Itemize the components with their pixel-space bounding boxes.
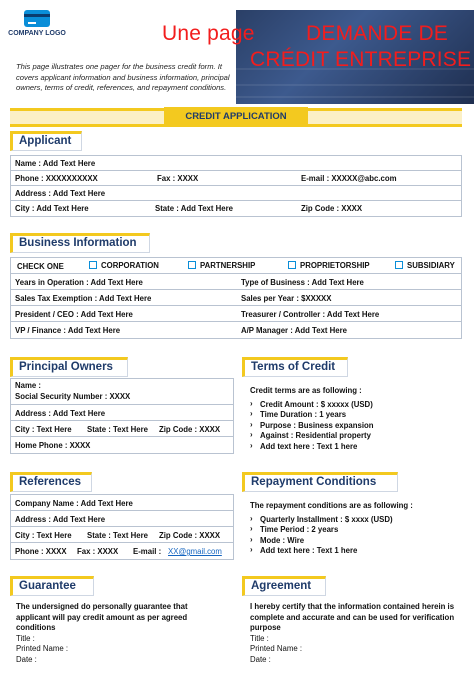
repayment-intro: The repayment conditions are as following : <box>250 501 413 510</box>
applicant-state[interactable]: State : Add Text Here <box>155 204 233 213</box>
terms-heading: Terms of Credit <box>242 357 348 377</box>
applicant-city[interactable]: City : Add Text Here <box>15 204 89 213</box>
table-row <box>11 543 233 559</box>
credit-card-icon <box>24 10 50 27</box>
applicant-address[interactable]: Address : Add Text Here <box>15 189 106 198</box>
option-corporation[interactable]: CORPORATION <box>89 261 159 270</box>
table-row <box>11 186 461 201</box>
owner-address[interactable]: Address : Add Text Here <box>15 409 106 418</box>
option-subsidiary[interactable]: SUBSIDIARY <box>395 261 455 270</box>
repayment-content <box>250 501 462 557</box>
table-row <box>11 171 461 186</box>
checkbox-icon[interactable] <box>89 261 97 269</box>
table-row <box>11 527 233 543</box>
agreement-title-field[interactable]: Title : <box>250 633 269 643</box>
business-table <box>10 257 462 339</box>
owner-home-phone[interactable]: Home Phone : XXXX <box>15 441 91 450</box>
owner-state[interactable]: State : Text Here <box>87 425 148 434</box>
agreement-printed-name-field[interactable]: Printed Name : <box>250 644 303 654</box>
page-title-part1: Une page <box>162 22 255 45</box>
ap-manager[interactable]: A/P Manager : Add Text Here <box>241 326 348 335</box>
checkbox-icon[interactable] <box>188 261 196 269</box>
option-partnership[interactable]: PARTNERSHIP <box>188 261 255 270</box>
reference-fax[interactable]: Fax : XXXX <box>77 547 119 556</box>
option-proprietorship[interactable]: PROPRIETORSHIP <box>288 261 370 270</box>
table-row <box>11 379 233 405</box>
applicant-zip[interactable]: Zip Code : XXXX <box>301 204 363 213</box>
owner-ssn[interactable]: Social Security Number : XXXX <box>15 392 131 401</box>
owner-city[interactable]: City : Text Here <box>15 425 72 434</box>
agreement-text: I hereby certify that the information contained herein is complete and accurate and can be used for verification purpose <box>250 602 455 633</box>
guarantee-text: The undersigned do personally guarantee that applicant will pay credit amount as per agreed conditions <box>16 602 188 633</box>
reference-state[interactable]: State : Text Here <box>87 531 148 540</box>
table-row <box>11 405 233 421</box>
table-row <box>11 156 461 171</box>
list-item: › Add text here : Text 1 here <box>250 442 460 453</box>
guarantee-date-field[interactable]: Date : <box>16 654 37 664</box>
terms-content <box>250 386 460 453</box>
intro-text: This page illustrates one pager for the business credit form. It covers applicant information and business information, principal owners, terms of credit, references, and repayment conditions. <box>16 62 230 93</box>
table-row <box>11 421 233 437</box>
reference-company[interactable]: Company Name : Add Text Here <box>15 499 133 508</box>
page-title-part3: CRÉDIT ENTREPRISE <box>250 48 472 71</box>
list-item: › Time Period : 2 years <box>250 525 462 536</box>
table-row <box>11 306 461 322</box>
business-heading: Business Information <box>10 233 150 253</box>
applicant-heading: Applicant <box>10 131 82 151</box>
list-item: › Against : Residential property <box>250 431 460 442</box>
guarantee-title-field[interactable]: Title : <box>16 633 35 643</box>
agreement-heading: Agreement <box>242 576 326 596</box>
years-in-operation[interactable]: Years in Operation : Add Text Here <box>15 278 143 287</box>
guarantee-content <box>16 602 194 666</box>
treasurer-controller[interactable]: Treasurer / Controller : Add Text Here <box>241 310 380 319</box>
reference-email-link[interactable]: XX@gmail.com <box>168 547 222 556</box>
table-row <box>11 201 461 216</box>
table-row <box>11 290 461 306</box>
reference-zip[interactable]: Zip Code : XXXX <box>159 531 221 540</box>
guarantee-heading: Guarantee <box>10 576 94 596</box>
guarantee-printed-name-field[interactable]: Printed Name : <box>16 644 69 654</box>
company-logo-text: COMPANY LOGO <box>8 30 66 37</box>
table-row <box>11 511 233 527</box>
checkbox-icon[interactable] <box>395 261 403 269</box>
checkbox-icon[interactable] <box>288 261 296 269</box>
agreement-content <box>250 602 462 666</box>
repayment-heading: Repayment Conditions <box>242 472 398 492</box>
table-row <box>11 322 461 338</box>
check-one-label: CHECK ONE <box>17 262 64 271</box>
references-heading: References <box>10 472 92 492</box>
page-title-part2: DEMANDE DE <box>306 22 449 45</box>
list-item: › Time Duration : 1 years <box>250 410 460 421</box>
banner-title: CREDIT APPLICATION <box>164 107 308 127</box>
references-table <box>10 494 234 560</box>
table-row <box>11 437 233 453</box>
list-item: › Credit Amount : $ xxxxx (USD) <box>250 400 460 411</box>
table-row <box>11 495 233 511</box>
terms-intro: Credit terms are as following : <box>250 386 362 395</box>
applicant-name[interactable]: Name : Add Text Here <box>15 159 96 168</box>
owners-heading: Principal Owners <box>10 357 128 377</box>
applicant-email[interactable]: E-mail : XXXXX@abc.com <box>301 174 397 183</box>
owners-table <box>10 378 234 454</box>
sales-per-year[interactable]: Sales per Year : $XXXXX <box>241 294 332 303</box>
table-row <box>11 274 461 290</box>
vp-finance[interactable]: VP / Finance : Add Text Here <box>15 326 121 335</box>
reference-city[interactable]: City : Text Here <box>15 531 72 540</box>
list-item: › Add text here : Text 1 here <box>250 546 462 557</box>
list-item: › Purpose : Business expansion <box>250 421 460 432</box>
reference-address[interactable]: Address : Add Text Here <box>15 515 106 524</box>
table-row <box>11 258 461 274</box>
sales-tax-exemption[interactable]: Sales Tax Exemption : Add Text Here <box>15 294 152 303</box>
applicant-phone[interactable]: Phone : XXXXXXXXXX <box>15 174 98 183</box>
owner-name[interactable]: Name : <box>15 381 41 390</box>
reference-email-label: E-mail : <box>133 547 162 556</box>
president-ceo[interactable]: President / CEO : Add Text Here <box>15 310 133 319</box>
owner-zip[interactable]: Zip Code : XXXX <box>159 425 221 434</box>
list-item: › Quarterly Installment : $ xxxx (USD) <box>250 515 462 526</box>
applicant-table <box>10 155 462 217</box>
list-item: › Mode : Wire <box>250 536 462 547</box>
agreement-date-field[interactable]: Date : <box>250 654 271 664</box>
type-of-business[interactable]: Type of Business : Add Text Here <box>241 278 364 287</box>
applicant-fax[interactable]: Fax : XXXX <box>157 174 199 183</box>
reference-phone[interactable]: Phone : XXXX <box>15 547 67 556</box>
